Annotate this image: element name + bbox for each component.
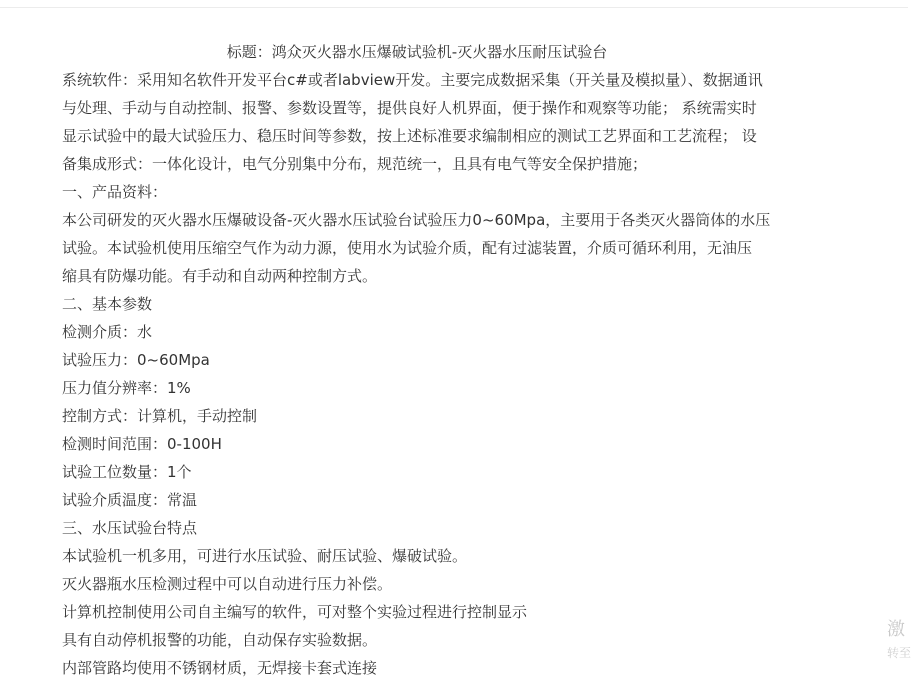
intro-line: 显示试验中的最大试验压力、稳压时间等参数，按上述标准要求编制相应的测试工艺界面和工艺流程； 设 [62, 127, 757, 145]
feature-item: 计算机控制使用公司自主编写的软件，可对整个实验过程进行控制显示 [62, 603, 528, 621]
intro-line: 与处理、手动与自动控制、报警、参数设置等，提供良好人机界面，便于操作和观察等功能； 系统需实时 [62, 99, 757, 117]
param-item: 压力值分辨率：1% [62, 379, 191, 397]
product-info-paragraph [62, 206, 822, 290]
watermark-text: 激 [887, 619, 905, 640]
param-item: 试验工位数量：1个 [62, 463, 192, 481]
product-info-line: 缩具有防爆功能。有手动和自动两种控制方式。 [62, 267, 378, 285]
params-list [62, 318, 822, 514]
section-heading-product-info: 一、产品资料： [62, 183, 168, 201]
intro-line: 备集成形式：一体化设计，电气分别集中分布，规范统一，且具有电气等安全保护措施； [62, 155, 648, 173]
feature-item: 灭火器瓶水压检测过程中可以自动进行压力补偿。 [62, 575, 393, 593]
param-item: 检测时间范围：0-100H [62, 435, 222, 453]
article-title: 标题：鸿众灭火器水压爆破试验机-灭火器水压耐压试验台 [226, 43, 608, 61]
section-heading-basic-params: 二、基本参数 [62, 295, 153, 313]
article-body [62, 38, 822, 682]
section-heading-features: 三、水压试验台特点 [62, 519, 198, 537]
product-info-line: 本公司研发的灭火器水压爆破设备-灭火器水压试验台试验压力0~60Mpa，主要用于各类灭火器筒体的水压 [62, 211, 771, 229]
feature-item: 内部管路均使用不锈钢材质，无焊接卡套式连接 [62, 659, 378, 677]
feature-item: 具有自动停机报警的功能，自动保存实验数据。 [62, 631, 378, 649]
intro-paragraph [62, 66, 822, 178]
top-divider [0, 0, 908, 8]
product-info-line: 试验。本试验机使用压缩空气作为动力源，使用水为试验介质，配有过滤装置，介质可循环利用，无油压 [62, 239, 753, 257]
param-item: 试验压力：0~60Mpa [62, 351, 210, 369]
intro-line: 系统软件：采用知名软件开发平台c#或者labview开发。主要完成数据采集（开关量及模拟量）、数据通讯 [62, 71, 763, 89]
features-list [62, 542, 822, 682]
feature-item: 本试验机一机多用，可进行水压试验、耐压试验、爆破试验。 [62, 547, 468, 565]
param-item: 检测介质：水 [62, 323, 153, 341]
watermark-subtext: 转至 [887, 646, 911, 660]
param-item: 控制方式：计算机，手动控制 [62, 407, 258, 425]
param-item: 试验介质温度：常温 [62, 491, 198, 509]
